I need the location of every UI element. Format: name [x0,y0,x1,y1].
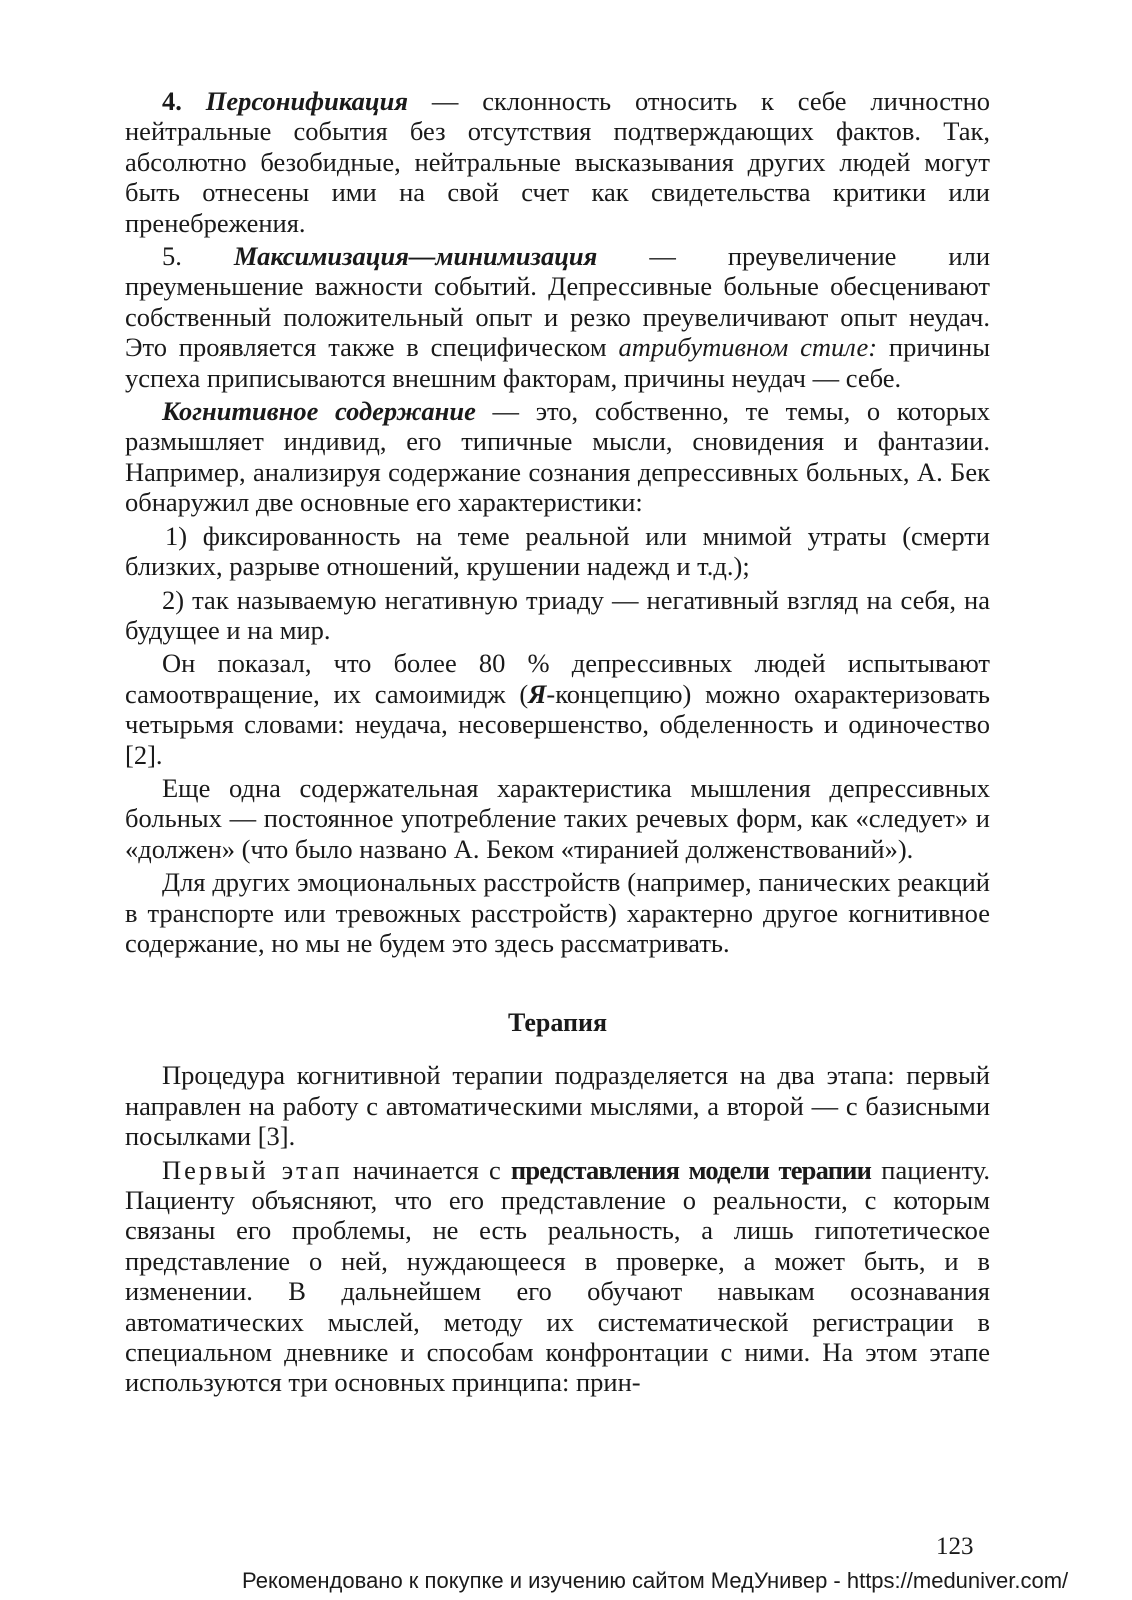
paragraph-other-disorders: Для других эмоциональных расстройств (например, панических реакций в транспорте или тревожных расстройств) характерно другое когнитивное содержание, но мы не будем это здесь рассматривать. [125,867,990,958]
paragraph-text: — преувеличение или преуменьшение важности событий. Депрессивные больные обесценивают собственный положительный опыт и резко преувеличивают опыт неудач. Это проявляется также в специфическом [125,241,990,363]
item-number: 4. [162,86,182,116]
term-first-stage: Первый этап [162,1154,343,1185]
term-personification: Персонификация [205,86,409,116]
footer-link[interactable]: Рекомендовано к покупке и изучению сайтом МедУнивер - https://meduniver.com/ [242,1568,1069,1593]
page-body [125,86,990,1401]
paragraph-maximization [125,241,990,393]
paragraph-procedure: Процедура когнитивной терапии подразделяется на два этапа: первый направлен на работу с автоматическими мыслями, а второй — с базисными посылками [3]. [125,1060,990,1152]
paragraph-text: пациенту. Пациенту объясняют, что его представление о реальности, с которым связаны его проблемы, не есть реальность, а лишь гипотетическое представление о ней, нуждающееся в проверке, а может быть, и в изменении. В дальнейшем его обучают навыкам осознавания автоматических мыслей, методу их систематической регистрации в специальном дневнике и способам конфронтации с ними. На этом этапе используются три основных принципа: прин- [125,1154,990,1398]
paragraph-self-image [125,648,990,770]
paragraph-text: причины успеха приписываются внешним факторам, причины неудач — себе. [125,332,991,393]
paragraph-text: начинается с [342,1154,511,1185]
term-maximization: Максимизация—минимизация [233,241,598,272]
paragraph-speech-forms: Еще одна содержательная характеристика мышления депрессивных больных — постоянное употребление таких речевых форм, как «следует» и «должен» (что было названо А. Беком «тиранией долженствований»). [125,772,990,864]
paragraph-personification [125,86,990,238]
term-model-presentation: представления модели терапии [510,1154,872,1185]
term-ya: Я [528,678,547,709]
item-number: 5. [162,241,234,272]
section-heading: Терапия [507,1008,608,1038]
paragraph-text: -концепцию) можно охарактеризовать четырьмя словами: неудача, несовершенство, обделенность и одиночество [2]. [125,678,990,770]
term-cognitive-content: Когнитивное содержание [162,396,476,427]
paragraph-text: — это, собственно, те темы, о которых размышляет индивид, его типичные мысли, сновидения и фантазии. Например, анализируя содержание сознания депрессивных больных, А. Бек обнаружил две основные его характеристики: [125,396,990,518]
term-attributive-style: атрибутивном стиле: [618,332,878,363]
list-item-1: 1) фиксированность на теме реальной или мнимой утраты (смерти близких, разрыве отношений, крушении надежд и т.д.); [125,520,990,582]
paragraph-text: — склонность относить к себе личностно нейтральные события без отсутствия подтверждающих фактов. Так, абсолютно безобидные, нейтральные высказывания других людей могут быть отнесены ими на свой счет как свидетельства критики или пренебрежения. [125,86,990,238]
paragraph-text: Он показал, что более 80 % депрессивных людей испытывают самоотвращение, их самоимидж ( [125,648,990,709]
list-item-2: 2) так называемую негативную триаду — негативный взгляд на себя, на будущее и на мир. [125,584,990,645]
paragraph-cognitive-content [125,396,990,518]
page-number: 123 [936,1533,974,1560]
paragraph-first-stage [125,1155,990,1398]
